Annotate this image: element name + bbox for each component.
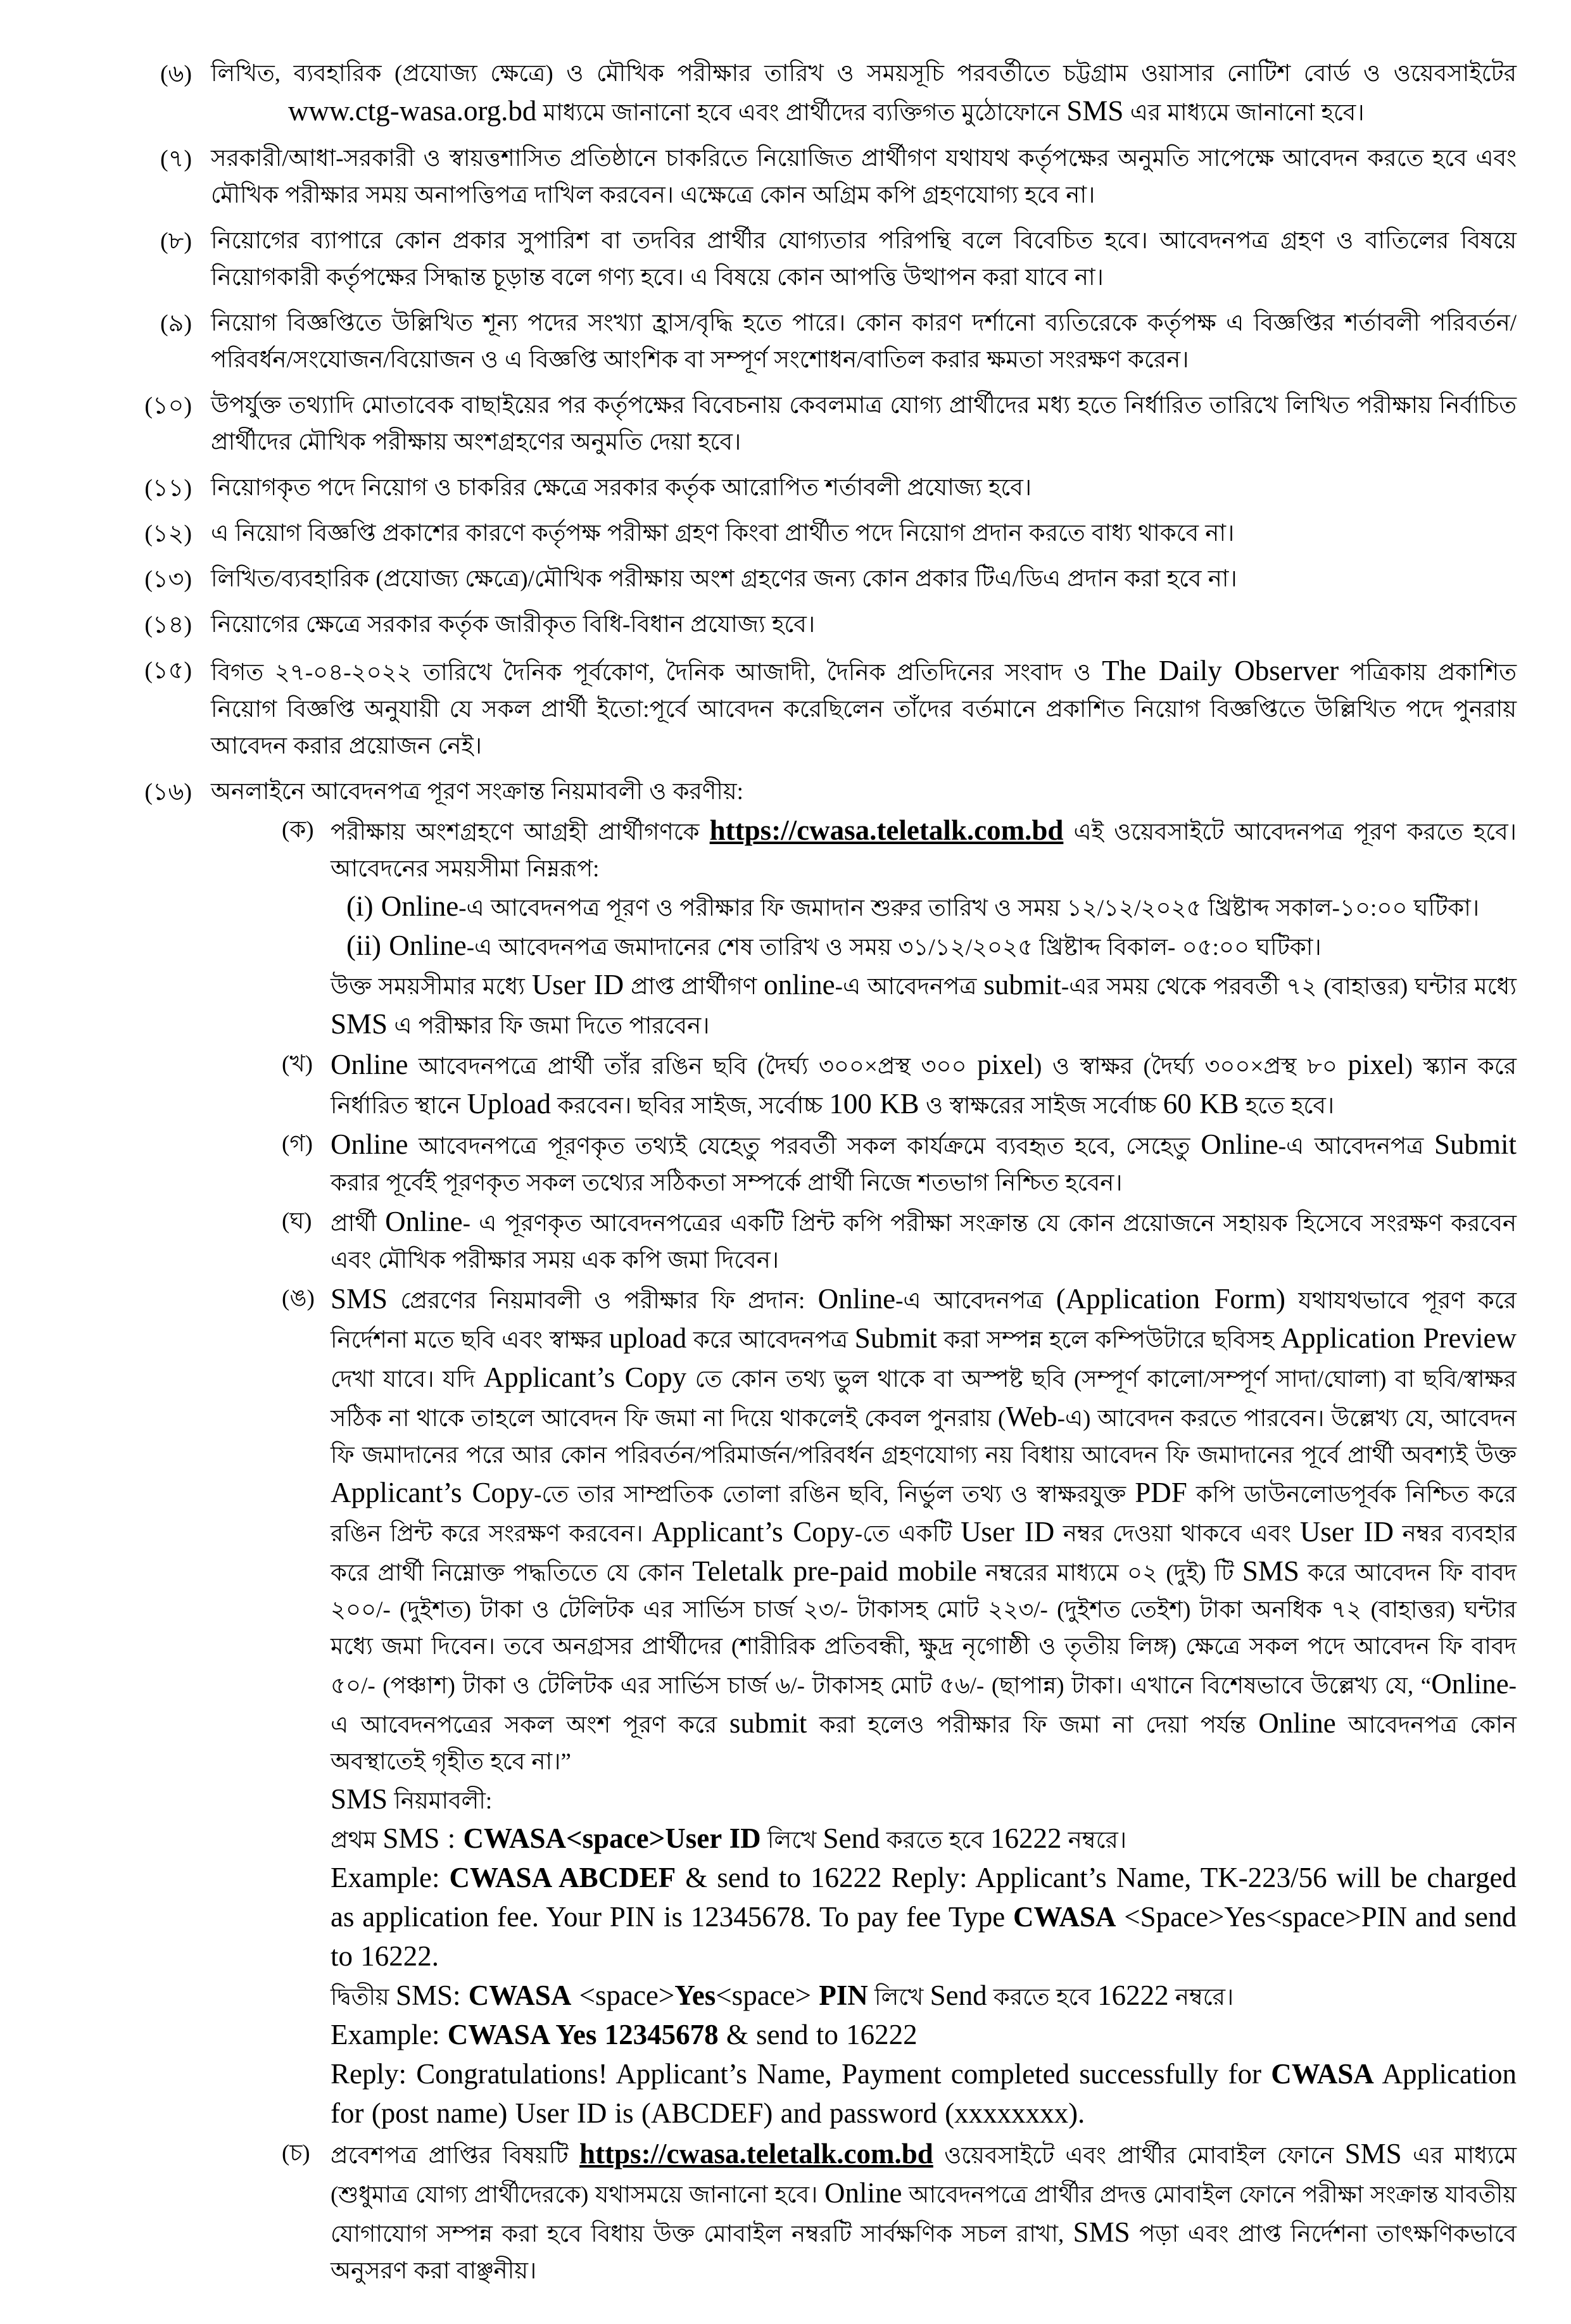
- text-run: করা সম্পন্ন হলে কম্পিউটারে ছবিসহ: [937, 1327, 1281, 1353]
- text-run: Application Preview: [1280, 1322, 1517, 1354]
- text-run: The Daily Observer: [1102, 655, 1339, 686]
- text-run: Example:: [331, 2019, 448, 2050]
- text-run: (Application Form): [1056, 1283, 1285, 1315]
- text-run: আবেদনপত্রে পূরণকৃত তথ্যই যেহেতু পরবর্তী সকল কার্যক্রমে ব্যবহৃত হবে, সেহেতু: [408, 1134, 1201, 1159]
- document-body: [130, 56, 1517, 2290]
- text-run: অনলাইনে আবেদনপত্র পূরণ সংক্রান্ত নিয়মাবলী ও করণীয়:: [211, 779, 743, 805]
- item-body: [211, 56, 1517, 132]
- text-run: এ পরীক্ষার ফি জমা দিতে পারবেন।: [388, 1013, 710, 1039]
- text-run: Online: [381, 890, 459, 922]
- text-run: এর মাধ্যমে জানানো হবে।: [1123, 100, 1365, 126]
- text-run: প্রার্থী: [331, 1211, 386, 1237]
- text-run: (i): [346, 890, 381, 922]
- text-run: উক্ত সময়সীমার মধ্যে: [331, 974, 532, 1000]
- text-run: Send: [823, 1822, 880, 1854]
- text-run: নম্বর ব্যবহার করে প্রার্থী নিম্নোক্ত পদ্ধতিতে যে কোন: [331, 1521, 1517, 1586]
- list-item: [130, 56, 1517, 132]
- text-run: লিখে: [760, 1828, 823, 1854]
- paragraph: [331, 1977, 1517, 2016]
- paragraph: [288, 92, 1517, 132]
- text-run: SMS: [1242, 1555, 1299, 1587]
- text-run: নিয়োগের ক্ষেত্রে সরকার কর্তৃক জারীকৃত বিধি-বিধান প্রযোজ্য হবে।: [211, 612, 816, 638]
- sub-item: [282, 1203, 1517, 1279]
- item-number: (৮): [160, 228, 192, 255]
- text-run: -এ আবেদনপত্র: [1278, 1134, 1434, 1159]
- text-run: <Space>Yes<space>PIN and send to 16222.: [331, 1901, 1517, 1972]
- text-run: নম্বরে।: [1168, 1985, 1234, 2011]
- text-run: নম্বর দেওয়া থাকবে এবং: [1054, 1521, 1300, 1547]
- text-run: Online: [1201, 1128, 1278, 1160]
- text-run: SMS: [331, 1283, 388, 1315]
- text-run: এর মাধ্যমে (শুধুমাত্র যোগ্য প্রার্থীদেরকে) যথাসময়ে জানানো হবে।: [331, 2143, 1517, 2208]
- text-run: Yes: [674, 1980, 716, 2011]
- text-run: Online: [1431, 1668, 1509, 1700]
- text-run: আবেদনপত্রে প্রার্থীর প্রদত্ত মোবাইল ফোনে পরীক্ষা সংক্রান্ত যাবতীয় যোগাযোগ সম্পন্ন করা হবে বিধায় উক্ত মোবাইল নম্বরটি সার্বক্ষণিক সচল রাখা,: [331, 2182, 1517, 2247]
- paragraph: [211, 223, 1517, 296]
- text-run: -তে একটি: [854, 1521, 961, 1547]
- text-run: CWASA ABCDEF: [449, 1862, 676, 1893]
- item-body: [211, 141, 1517, 214]
- text-run: Upload: [467, 1088, 551, 1120]
- url-text: https://cwasa.teletalk.com.bd: [579, 2138, 933, 2169]
- paragraph: [331, 1280, 1517, 1781]
- text-run: ) স্ক্যান করে নির্ধারিত স্থানে: [331, 1054, 1517, 1119]
- sub-item: [282, 1280, 1517, 2134]
- paragraph: [211, 652, 1517, 765]
- text-run: submit: [983, 969, 1061, 1001]
- text-run: নিয়োগ বিজ্ঞপ্তিতে উল্লিখিত শূন্য পদের সংখ্যা হ্রাস/বৃদ্ধি হতে পারে। কোন কারণ দর্শানো ব্যতিরেকে কর্তৃপক্ষ এ বিজ্ঞপ্তির শর্তাবলী পরিবর্তন/পরিবর্ধন/সংযোজন/বিয়োজন ও এ বিজ্ঞপ্তি আংশিক বা সম্পূর্ণ সংশোধন/বাতিল করার ক্ষমতা সংরক্ষণ করেন।: [211, 310, 1517, 373]
- paragraph: [211, 388, 1517, 461]
- text-run: Teletalk pre-paid mobile: [692, 1555, 977, 1587]
- text-run: & send to 16222 Reply: Applicant’s Name, TK-223/56 will be charged as application fee. Your PIN is 12345678. To pay fee Type: [331, 1862, 1517, 1933]
- text-run: করবেন। ছবির সাইজ, সর্বোচ্চ: [551, 1093, 830, 1119]
- text-run: submit: [729, 1707, 807, 1739]
- paragraph: [211, 607, 1517, 643]
- text-run: Applicant’s Copy: [652, 1516, 855, 1548]
- text-run: -তে তার সাম্প্রতিক তোলা রঙিন ছবি, নির্ভুল তথ্য ও স্বাক্ষরযুক্ত: [534, 1482, 1135, 1508]
- text-run: Applicant’s Copy: [483, 1361, 687, 1393]
- text-run: পত্রিকায় প্রকাশিত নিয়োগ বিজ্ঞপ্তি অনুযায়ী যে সকল প্রার্থী ইতো:পূর্বে আবেদন করেছিলেন তাঁদের বর্তমানে প্রকাশিত নিয়োগ বিজ্ঞপ্তিতে উল্লিখিত পদে পুনরায় আবেদন করার প্রয়োজন নেই।: [211, 660, 1517, 759]
- text-run: তে কোন তথ্য ভুল থাকে বা অস্পষ্ট ছবি (সম্পূর্ণ কালো/সম্পূর্ণ সাদা/ঘোলা) বা ছবি/স্বাক্ষর সঠিক না থাকে তাহলে আবেদন ফি জমা না দিয়ে থাকলেই কেবল পুনরায় (: [331, 1367, 1517, 1432]
- paragraph: [331, 1126, 1517, 1202]
- sub-item-body: [331, 812, 1517, 1045]
- text-run: লিখিত, ব্যবহারিক (প্রযোজ্য ক্ষেত্রে) ও মৌখিক পরীক্ষার তারিখ ও সময়সূচি পরবর্তীতে চট্টগ্রাম ওয়াসার নোটিশ বোর্ড ও ওয়েবসাইটের: [211, 61, 1517, 87]
- item-body: [211, 774, 1517, 2290]
- text-run: দেখা যাবে। যদি: [331, 1367, 484, 1393]
- text-run: <space>: [716, 1980, 819, 2011]
- text-run: নিয়মাবলী:: [388, 1788, 493, 1814]
- list-item: [130, 561, 1517, 598]
- paragraph: [331, 1781, 1517, 1820]
- text-run: 16222: [1097, 1980, 1169, 2011]
- text-run: CWASA: [1271, 2058, 1374, 2090]
- paragraph: [331, 966, 1517, 1045]
- text-run: User ID: [531, 969, 624, 1001]
- text-run: -এ আবেদনপত্র জমাদানের শেষ তারিখ ও সময় ৩১/১২/২০২৫ খ্রিষ্টাব্দ বিকাল- ০৫:০০ ঘটিকা।: [466, 935, 1322, 961]
- text-run: Online: [817, 1283, 896, 1315]
- text-run: Online: [389, 930, 467, 961]
- paragraph: [211, 141, 1517, 214]
- item-number: (৬): [160, 61, 192, 87]
- paragraph: [211, 561, 1517, 598]
- sub-item-body: [331, 1203, 1517, 1279]
- sub-item-body: [331, 1280, 1517, 2134]
- item-body: [211, 515, 1517, 552]
- item-body: [211, 652, 1517, 765]
- text-run: পড়া এবং প্রাপ্ত নির্দেশনা তাৎক্ষণিকভাবে অনুসরণ করা বাঞ্ছনীয়।: [331, 2221, 1517, 2284]
- text-run: প্রবেশপত্র প্রাপ্তির বিষয়টি: [331, 2143, 580, 2169]
- text-run: CWASA: [468, 1980, 572, 2011]
- text-run: বিগত ২৭-০৪-২০২২ তারিখে দৈনিক পূর্বকোণ, দৈনিক আজাদী, দৈনিক প্রতিদিনের সংবাদ ও: [211, 660, 1102, 686]
- text-run: -এ আবেদনপত্র: [895, 1288, 1056, 1314]
- text-run: Submit: [854, 1322, 937, 1354]
- text-run: -এ আবেদনপত্রের সকল অংশ পূরণ করে: [331, 1673, 1517, 1738]
- text-run: 100 KB: [829, 1088, 919, 1120]
- text-run: User ID: [961, 1516, 1055, 1548]
- list-item: [130, 305, 1517, 379]
- paragraph: [331, 1859, 1517, 1977]
- text-run: -এ) আবেদন করতে পারবেন। উল্লেখ্য যে, আবেদন ফি জমাদানের পরে আর কোন পরিবর্তন/পরিমার্জন/পরিবর্ধন গ্রহণযোগ্য নয় বিধায় আবেদন ফি জমাদানের পূর্বে প্রার্থী অবশ্যই উক্ত: [331, 1406, 1517, 1468]
- text-run: প্রাপ্ত প্রার্থীগণ: [624, 974, 764, 1000]
- sub-item-label: (খ): [282, 1051, 313, 1077]
- text-run: নিয়োগের ব্যাপারে কোন প্রকার সুপারিশ বা তদবির প্রার্থীর যোগ্যতার পরিপন্থি বলে বিবেচিত হবে। আবেদনপত্র গ্রহণ ও বাতিলের বিষয়ে নিয়োগকারী কর্তৃপক্ষের সিদ্ধান্ত চূড়ান্ত বলে গণ্য হবে। এ বিষয়ে কোন আপত্তি উত্থাপন করা যাবে না।: [211, 228, 1517, 291]
- text-run: করার পূর্বেই পূরণকৃত সকল তথ্যের সঠিকতা সম্পর্কে প্রার্থী নিজে শতভাগ নিশ্চিত হবেন।: [331, 1170, 1123, 1196]
- text-run: PIN: [819, 1980, 868, 2011]
- text-run: প্রেরণের নিয়মাবলী ও পরীক্ষার ফি প্রদান:: [388, 1288, 818, 1314]
- text-run: Online: [1258, 1707, 1336, 1739]
- item-number: (১০): [144, 393, 192, 419]
- text-run: Online: [331, 1128, 408, 1160]
- sub-item: [282, 1126, 1517, 1202]
- text-run: pixel: [977, 1049, 1035, 1080]
- text-run: Online: [824, 2177, 902, 2209]
- text-run: দ্বিতীয়: [331, 1985, 396, 2011]
- text-run: Submit: [1434, 1128, 1517, 1160]
- text-run: Example:: [331, 1862, 450, 1893]
- text-run: ) ও স্বাক্ষর (দৈর্ঘ্য ৩০০×প্রস্থ ৮০: [1034, 1054, 1348, 1080]
- text-run: SMS: [1344, 2138, 1402, 2169]
- item-number: (১৪): [144, 612, 192, 638]
- list-item: [130, 388, 1517, 461]
- item-number: (১৬): [144, 779, 192, 805]
- text-run: করতে হবে: [987, 1985, 1098, 2011]
- text-run: লিখিত/ব্যবহারিক (প্রযোজ্য ক্ষেত্রে)/মৌখিক পরীক্ষায় অংশ গ্রহণের জন্য কোন প্রকার টিএ/ডিএ প্রদান করা হবে না।: [211, 566, 1237, 592]
- item-body: [211, 223, 1517, 296]
- item-body: [211, 561, 1517, 598]
- item-body: [211, 607, 1517, 643]
- text-run: সরকারী/আধা-সরকারী ও স্বায়ত্তশাসিত প্রতিষ্ঠানে চাকরিতে নিয়োজিত প্রার্থীগণ যথাযথ কর্তৃপক্ষের অনুমতি সাপেক্ষে আবেদন করতে হবে এবং মৌখিক পরীক্ষার সময় অনাপত্তিপত্র দাখিল করবেন। এক্ষেত্রে কোন অগ্রিম কপি গ্রহণযোগ্য হবে না।: [211, 146, 1517, 208]
- text-run: এই ওয়েবসাইটে আবেদনপত্র পূরণ করতে হবে। আবেদনের সময়সীমা নিম্নরূপ:: [331, 819, 1517, 882]
- text-run: SMS: [1066, 95, 1124, 127]
- paragraph: [331, 1046, 1517, 1125]
- text-run: CWASA Yes 12345678: [447, 2019, 719, 2050]
- text-run: নিয়োগকৃত পদে নিয়োগ ও চাকরির ক্ষেত্রে সরকার কর্তৃক আরোপিত শর্তাবলী প্রযোজ্য হবে।: [211, 475, 1032, 501]
- text-run: CWASA: [1013, 1901, 1116, 1933]
- text-run: হতে হবে।: [1239, 1093, 1335, 1119]
- text-run: User ID: [1299, 1516, 1394, 1548]
- item-body: [211, 305, 1517, 379]
- text-run: যথাযথভাবে পূরণ করে নির্দেশনা মতে ছবি এবং স্বাক্ষর: [331, 1288, 1517, 1353]
- list-item: [130, 774, 1517, 2290]
- paragraph: [346, 888, 1517, 927]
- text-run: SMS: [1073, 2216, 1130, 2248]
- text-run: Online: [331, 1049, 408, 1080]
- item-number: (৭): [160, 146, 192, 172]
- text-run: করতে হবে: [880, 1828, 991, 1854]
- text-run: pixel: [1347, 1049, 1405, 1080]
- text-run: CWASA<space>User ID: [463, 1822, 761, 1854]
- item-number: (১১): [144, 475, 192, 502]
- paragraph: [211, 56, 1517, 92]
- paragraph: [211, 774, 1517, 811]
- paragraph: [211, 305, 1517, 379]
- paragraph: [211, 470, 1517, 507]
- list-item: [130, 223, 1517, 296]
- text-run: SMS: [331, 1008, 388, 1040]
- text-run: online: [764, 969, 835, 1001]
- sub-item-label: (ক): [282, 817, 314, 843]
- text-run: & send to 16222: [718, 2019, 918, 2050]
- text-run: নম্বরের মাধ্যমে ০২ (দুই) টি: [976, 1560, 1242, 1586]
- paragraph: [211, 515, 1517, 552]
- item-number: (১৫): [144, 657, 192, 684]
- text-run: -এর সময় থেকে পরবর্তী ৭২ (বাহাত্তর) ঘন্টার মধ্যে: [1061, 974, 1517, 1000]
- paragraph: [331, 1820, 1517, 1859]
- item-body: [211, 388, 1517, 461]
- text-run: Application for (post name) User ID is (ABCDEF) and password (xxxxxxxx).: [331, 2058, 1517, 2129]
- text-run: PDF: [1135, 1477, 1187, 1508]
- text-run: Applicant’s Copy: [331, 1477, 534, 1508]
- paragraph: [331, 2135, 1517, 2290]
- paragraph: [331, 2056, 1517, 2134]
- text-run: Online: [385, 1206, 463, 1237]
- sub-item-label: (গ): [282, 1131, 313, 1157]
- text-run: -এ আবেদনপত্র পূরণ ও পরীক্ষার ফি জমাদান শুরুর তারিখ ও সময় ১২/১২/২০২৫ খ্রিষ্টাব্দ সকাল-১০:০০ ঘটিকা।: [458, 895, 1480, 921]
- sub-item: [282, 2135, 1517, 2290]
- item-body: [211, 470, 1517, 507]
- text-run: -এ আবেদনপত্র: [835, 974, 984, 1000]
- list-item: [130, 141, 1517, 214]
- list-item: [130, 607, 1517, 643]
- url-text: https://cwasa.teletalk.com.bd: [709, 814, 1064, 846]
- paragraph: [331, 812, 1517, 888]
- text-run: upload: [609, 1322, 687, 1354]
- text-run: পরীক্ষায় অংশগ্রহণে আগ্রহী প্রার্থীগণকে: [331, 819, 710, 845]
- sub-item: [282, 1046, 1517, 1125]
- text-run: করে আবেদনপত্র: [686, 1327, 855, 1353]
- text-run: <space>: [571, 1980, 675, 2011]
- text-run: Reply: Congratulations! Applicant’s Name, Payment completed successfully for: [331, 2058, 1271, 2090]
- text-run: SMS: [331, 1783, 388, 1815]
- item-number: (১৩): [144, 566, 192, 593]
- paragraph: [346, 927, 1517, 966]
- list-item: [130, 515, 1517, 552]
- text-run: ওয়েবসাইটে এবং প্রার্থীর মোবাইল ফোনে: [933, 2143, 1345, 2169]
- paragraph: [331, 2016, 1517, 2056]
- text-run: www.ctg-wasa.org.bd: [288, 95, 537, 127]
- text-run: করা হলেও পরীক্ষার ফি জমা না দেয়া পর্যন্ত: [807, 1712, 1259, 1738]
- sub-item: [282, 812, 1517, 1045]
- text-run: Web: [1006, 1401, 1057, 1432]
- text-run: - এ পূরণকৃত আবেদনপত্রের একটি প্রিন্ট কপি পরীক্ষা সংক্রান্ত যে কোন প্রয়োজনে সহায়ক হিসেবে সংরক্ষণ করবেন এবং মৌখিক পরীক্ষার সময় এক কপি জমা দিবেন।: [331, 1211, 1517, 1273]
- sub-item-body: [331, 1126, 1517, 1202]
- sub-item-label: (চ): [282, 2140, 310, 2166]
- text-run: 16222: [990, 1822, 1062, 1854]
- text-run: Send: [930, 1980, 987, 2011]
- sub-item-label: (ঘ): [282, 1208, 312, 1234]
- text-run: উপর্যুক্ত তথ্যাদি মোতাবেক বাছাইয়ের পর কর্তৃপক্ষের বিবেচনায় কেবলমাত্র যোগ্য প্রার্থীদের মধ্য হতে নির্ধারিত তারিখে লিখিত পরীক্ষায় নির্বাচিত প্রার্থীদের মৌখিক পরীক্ষায় অংশগ্রহণের অনুমতি দেয়া হবে।: [211, 393, 1517, 455]
- item-number: (১২): [144, 521, 192, 547]
- text-run: আবেদনপত্রে প্রার্থী তাঁর রঙিন ছবি (দৈর্ঘ্য ৩০০×প্রস্থ ৩০০: [408, 1054, 978, 1080]
- sub-item-label: (ঙ): [282, 1285, 315, 1311]
- list-item: [130, 652, 1517, 765]
- text-run: SMS:: [395, 1980, 469, 2011]
- sub-item-body: [331, 1046, 1517, 1125]
- text-run: 60 KB: [1163, 1088, 1239, 1120]
- list-item: [130, 470, 1517, 507]
- text-run: প্রথম: [331, 1828, 383, 1854]
- text-run: আবেদনপত্র কোন অবস্থাতেই গৃহীত হবে না।”: [331, 1712, 1517, 1775]
- text-run: লিখে: [868, 1985, 930, 2011]
- text-run: করে আবেদন ফি বাবদ ২০০/- (দুইশত) টাকা ও টেলিটক এর সার্ভিস চার্জ ২৩/- টাকাসহ মোট ২২৩/- (দুইশত তেইশ) টাকা অনধিক ৭২ (বাহাত্তর) ঘন্টার মধ্যে জমা দিবেন। তবে অনগ্রসর প্রার্থীদের (শারীরিক প্রতিবন্ধী, ক্ষুদ্র নৃগোষ্ঠী ও তৃতীয় লিঙ্গ) ক্ষেত্রে সকল পদে আবেদন ফি বাবদ ৫০/- (পঞ্চাশ) টাকা ও টেলিটক এর সার্ভিস চার্জ ৬/- টাকাসহ মোট ৫৬/- (ছাপান্ন) টাকা। এখানে বিশেষভাবে উল্লেখ্য যে, “: [331, 1560, 1517, 1699]
- text-run: কপি ডাউনলোডপূর্বক নিশ্চিত করে রঙিন প্রিন্ট করে সংরক্ষণ করবেন।: [331, 1482, 1517, 1547]
- text-run: SMS :: [382, 1822, 464, 1854]
- sub-item-body: [331, 2135, 1517, 2290]
- text-run: ও স্বাক্ষরের সাইজ সর্বোচ্চ: [919, 1093, 1163, 1119]
- text-run: মাধ্যমে জানানো হবে এবং প্রার্থীদের ব্যক্তিগত মুঠোফোনে: [536, 100, 1067, 126]
- text-run: (ii): [346, 930, 389, 961]
- item-number: (৯): [160, 310, 192, 337]
- text-run: এ নিয়োগ বিজ্ঞপ্তি প্রকাশের কারণে কর্তৃপক্ষ পরীক্ষা গ্রহণ কিংবা প্রার্থীত পদে নিয়োগ প্রদান করতে বাধ্য থাকবে না।: [211, 521, 1235, 546]
- text-run: নম্বরে।: [1061, 1828, 1127, 1854]
- paragraph: [331, 1203, 1517, 1279]
